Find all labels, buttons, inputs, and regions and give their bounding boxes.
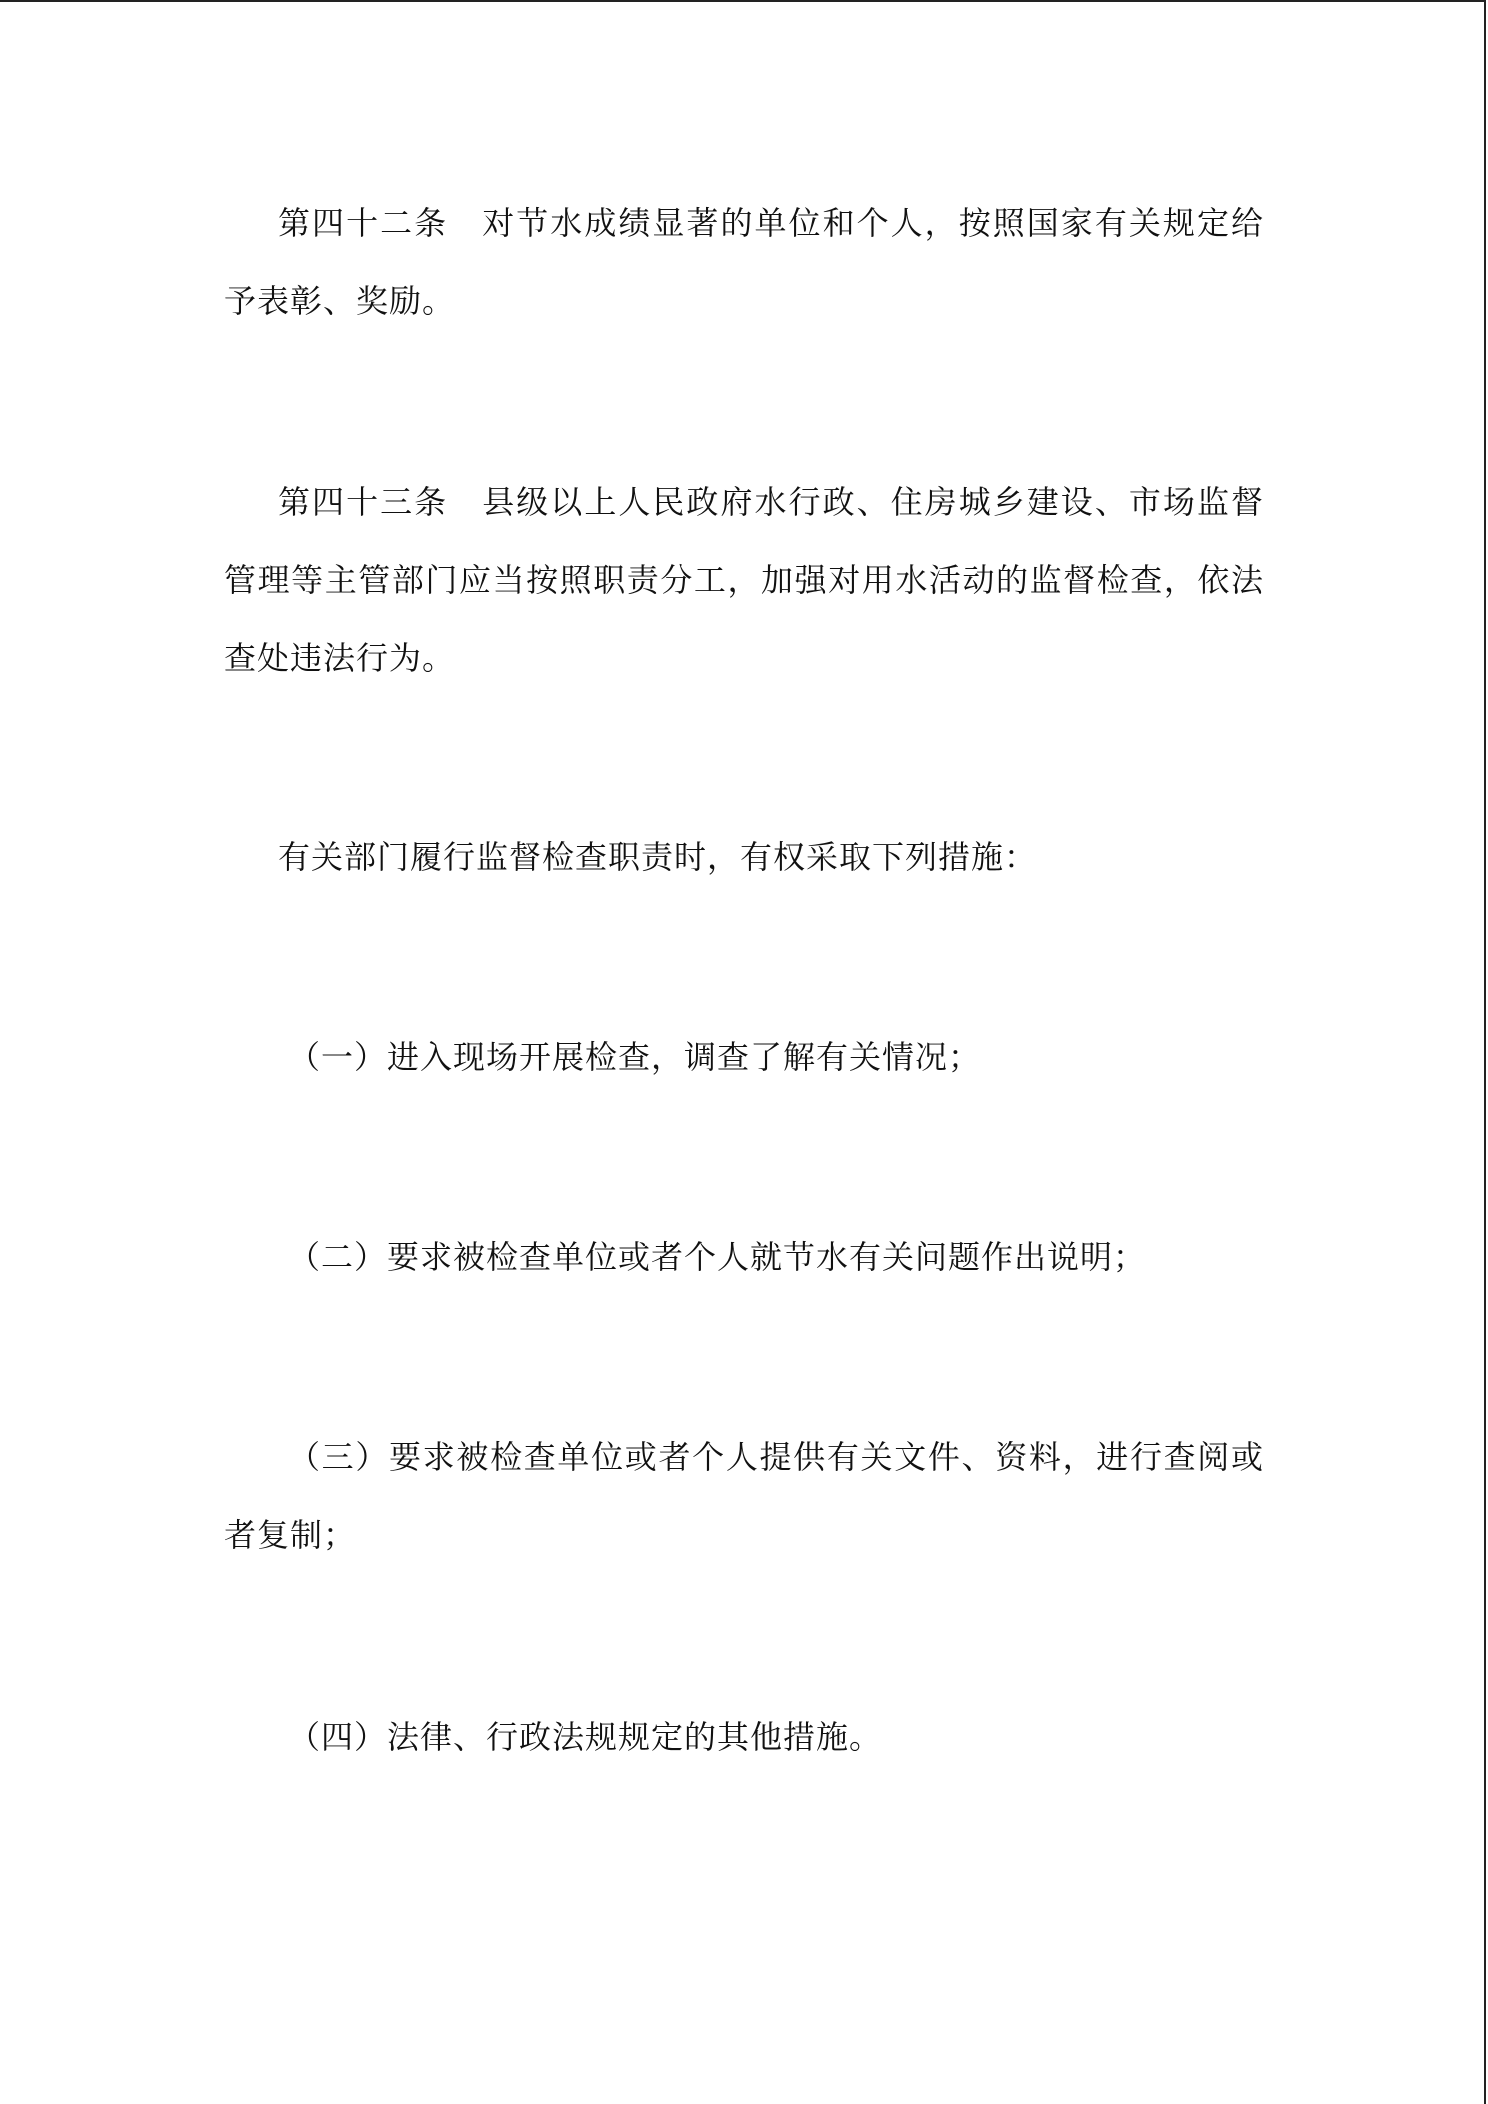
measure-item-2: （二）要求被检查单位或者个人就节水有关问题作出说明； xyxy=(288,1238,1147,1276)
measures-intro-paragraph: 有关部门履行监督检查职责时，有权采取下列措施： xyxy=(278,838,1038,876)
measure-item-1: （一）进入现场开展检查，调查了解有关情况； xyxy=(288,1038,982,1076)
measure-item-3: （三）要求被检查单位或者个人提供有关文件、资料，进行查阅或者复制； xyxy=(224,1438,1264,1554)
measure-item-4: （四）法律、行政法规规定的其他措施。 xyxy=(288,1718,883,1756)
article-43-paragraph: 第四十三条 县级以上人民政府水行政、住房城乡建设、市场监督管理等主管部门应当按照职责分工，加强对用水活动的监督检查，依法查处违法行为。 xyxy=(224,483,1264,677)
article-42-paragraph: 第四十二条 对节水成绩显著的单位和个人，按照国家有关规定给予表彰、奖励。 xyxy=(224,204,1264,320)
